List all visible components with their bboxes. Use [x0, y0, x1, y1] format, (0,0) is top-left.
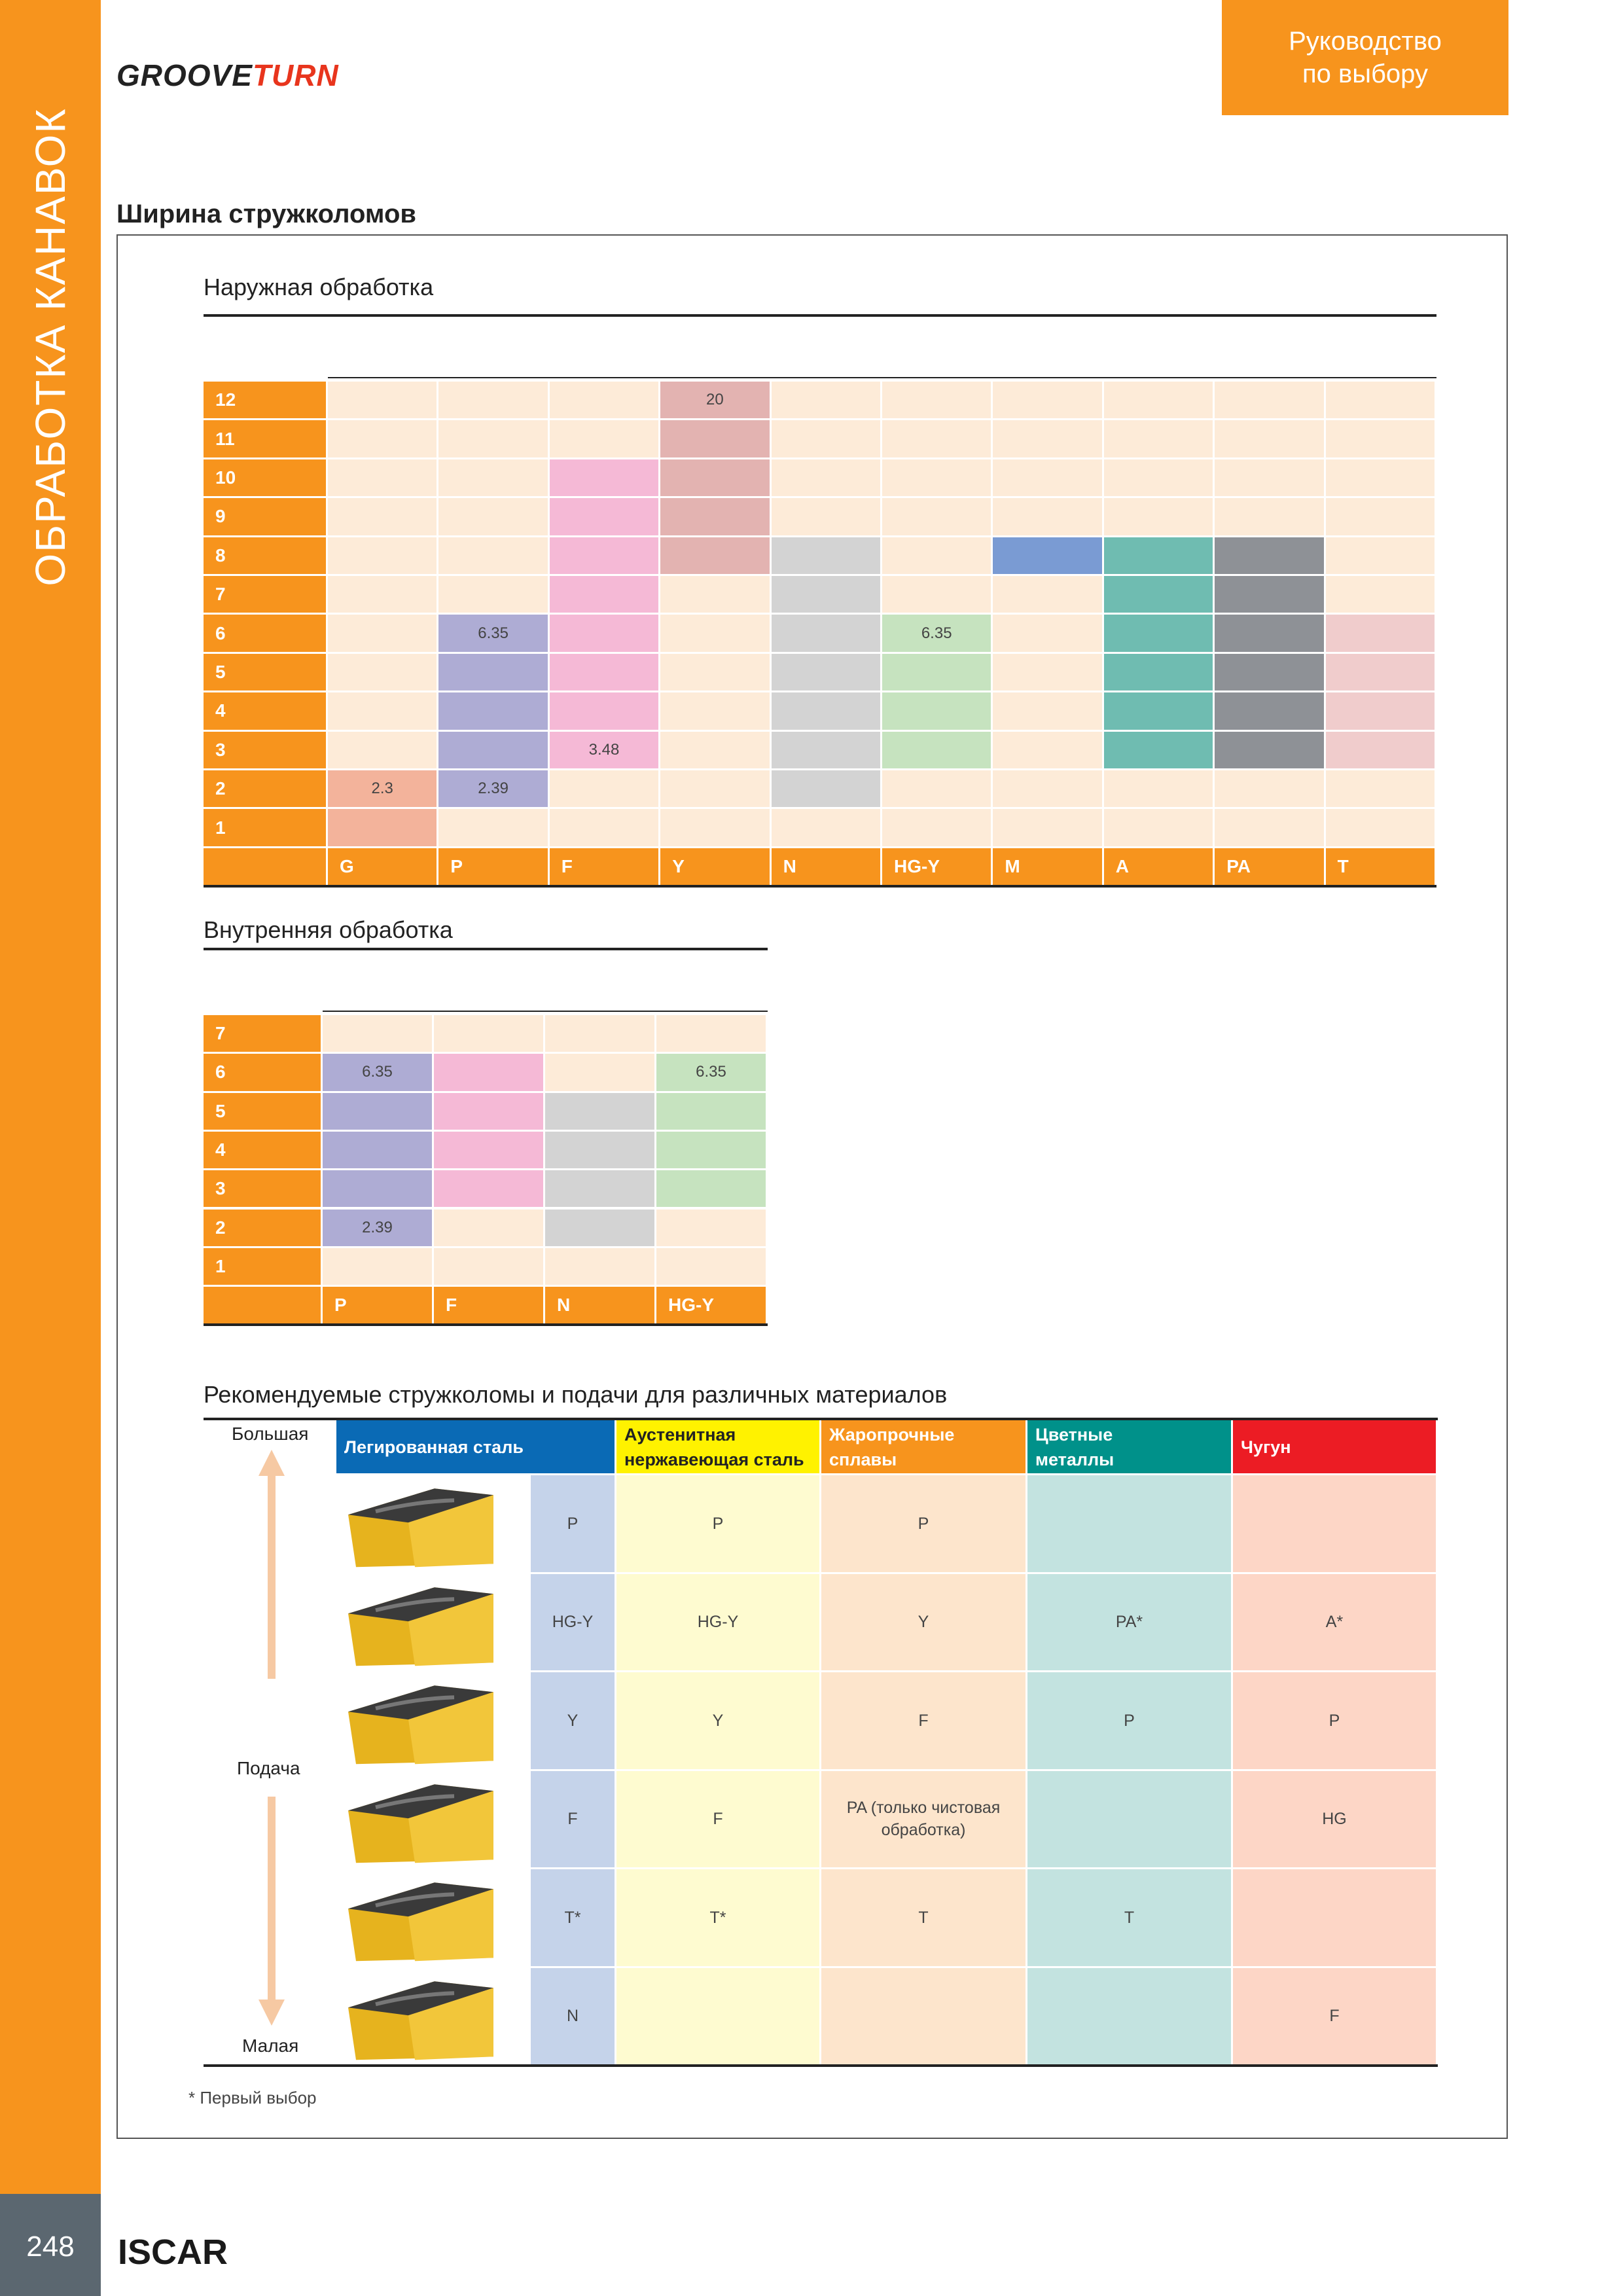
internal-cell: [545, 1015, 654, 1052]
external-cell: [550, 576, 658, 613]
internal-cell: [434, 1015, 543, 1052]
recommend-cell: [1027, 1968, 1231, 2065]
internal-row-label: 5: [204, 1093, 321, 1130]
external-cell: [772, 576, 880, 613]
external-cell: [882, 382, 991, 418]
selection-guide-box: [1222, 0, 1508, 115]
external-cell: [550, 615, 658, 651]
external-cell: [1104, 770, 1213, 807]
internal-cell: [656, 1170, 766, 1207]
external-cell: [1215, 382, 1323, 418]
chipbreaker-insert-picture: [336, 1968, 529, 2065]
external-cell: [1104, 654, 1213, 691]
external-cell: [993, 615, 1101, 651]
external-cell: [1215, 459, 1323, 496]
recommend-header: [1233, 1420, 1436, 1473]
recommend-header-line-1: Цветные: [1035, 1424, 1113, 1444]
recommend-cell: HG-Y: [616, 1574, 819, 1671]
external-column-label: P: [438, 848, 547, 885]
external-cell: [328, 576, 437, 613]
external-cell: [1326, 654, 1435, 691]
external-cell: [1326, 770, 1435, 807]
external-column-label: N: [772, 848, 880, 885]
external-cell: [328, 459, 437, 496]
guide-line-1: Руководство: [1289, 27, 1442, 56]
axis-bottom-label: Малая: [242, 2036, 299, 2056]
external-cell: [328, 382, 437, 418]
external-cell: [660, 498, 769, 535]
recommend-header-line-1: Легированная сталь: [344, 1437, 524, 1457]
external-cell: [438, 420, 547, 457]
footnote: * Первый выбор: [188, 2088, 317, 2108]
external-row-label: 10: [204, 459, 326, 496]
internal-row-label: 6: [204, 1054, 321, 1090]
recommend-header-text: [1241, 1435, 1291, 1460]
external-cell: [882, 498, 991, 535]
chipbreaker-insert-picture: [336, 1672, 529, 1769]
internal-table-title: Внутренняя обработка: [204, 916, 453, 943]
recommend-bottom-rule: [204, 2064, 1438, 2067]
internal-cell: [434, 1093, 543, 1130]
external-cell: [1215, 692, 1323, 729]
recommend-cell: [616, 1968, 819, 2065]
external-cell: [772, 692, 880, 729]
side-label: ОБРАБОТКА КАНАВОК: [27, 107, 74, 586]
recommend-header-line-1: Аустенитная: [624, 1424, 736, 1444]
external-cell: [1326, 576, 1435, 613]
chipbreaker-insert-picture: [336, 1574, 529, 1671]
recommend-header: [336, 1420, 615, 1473]
external-value-label: 6.35: [438, 615, 547, 651]
external-cell: [1215, 615, 1323, 651]
recommend-header-text: [829, 1422, 954, 1472]
internal-cell: [323, 1015, 432, 1052]
internal-cell: [656, 1210, 766, 1246]
recommend-cell: [1233, 1475, 1436, 1572]
external-cell: [1104, 459, 1213, 496]
recommend-cell: F: [616, 1771, 819, 1868]
external-header-rule: [328, 377, 1436, 378]
external-cell: [1326, 809, 1435, 846]
external-cell: [550, 498, 658, 535]
internal-cell: [323, 1132, 432, 1168]
external-row-label: 1: [204, 809, 326, 846]
recommend-cell: A*: [1233, 1574, 1436, 1671]
logo-part-turn: TURN: [252, 58, 339, 92]
external-cell: [1215, 537, 1323, 574]
external-cell: [772, 382, 880, 418]
external-cell: [328, 654, 437, 691]
internal-value-label: 2.39: [323, 1210, 432, 1246]
recommend-header: [1027, 1420, 1231, 1473]
external-cell: [993, 654, 1101, 691]
recommend-cell: Y: [616, 1672, 819, 1769]
external-cell: [882, 537, 991, 574]
guide-line-2: по выбору: [1302, 60, 1428, 88]
iscar-logo: ISCAR: [118, 2233, 228, 2272]
chipbreaker-insert-picture: [336, 1869, 529, 1966]
external-row-label: 7: [204, 576, 326, 613]
external-cell: [328, 615, 437, 651]
external-cell: [1326, 382, 1435, 418]
section-title: Ширина стружколомов: [116, 200, 416, 228]
internal-cell: [434, 1170, 543, 1207]
external-cell: [993, 382, 1101, 418]
recommend-cell: N: [531, 1968, 615, 2065]
external-cell: [882, 732, 991, 768]
external-cell: [438, 809, 547, 846]
external-cell: [772, 537, 880, 574]
internal-row-label: 4: [204, 1132, 321, 1168]
recommend-header: [616, 1420, 819, 1473]
recommend-cell: Y: [531, 1672, 615, 1769]
internal-column-label: P: [323, 1287, 432, 1323]
external-cell: [328, 537, 437, 574]
external-cell: [550, 420, 658, 457]
internal-top-rule: [204, 948, 768, 950]
external-bottom-rule: [204, 885, 1436, 888]
recommend-cell: P: [531, 1475, 615, 1572]
external-column-label: T: [1326, 848, 1435, 885]
external-row-label: 2: [204, 770, 326, 807]
external-cell: [1104, 420, 1213, 457]
external-column-label: Y: [660, 848, 769, 885]
external-cell: [993, 537, 1101, 574]
external-cell: [882, 459, 991, 496]
external-cell: [1104, 576, 1213, 613]
internal-cell: [656, 1093, 766, 1130]
internal-cell: [434, 1054, 543, 1090]
recommend-cell: Y: [821, 1574, 1026, 1671]
internal-cell: [545, 1170, 654, 1207]
recommend-header: [821, 1420, 1026, 1473]
external-cell: [772, 420, 880, 457]
external-cell: [1326, 732, 1435, 768]
external-cell: [1326, 537, 1435, 574]
external-cell: [1215, 809, 1323, 846]
internal-value-label: 6.35: [323, 1054, 432, 1090]
internal-corner-cell: [204, 1287, 321, 1323]
external-row-label: 11: [204, 420, 326, 457]
external-table-title: Наружная обработка: [204, 274, 434, 300]
external-cell: [772, 654, 880, 691]
recommend-header-line-1: Жаропрочные: [829, 1424, 955, 1444]
external-cell: [772, 770, 880, 807]
external-cell: [993, 420, 1101, 457]
external-cell: [438, 459, 547, 496]
external-cell: [660, 537, 769, 574]
external-cell: [772, 615, 880, 651]
internal-cell: [545, 1248, 654, 1285]
external-cell: [550, 809, 658, 846]
external-cell: [550, 692, 658, 729]
external-cell: [993, 770, 1101, 807]
external-top-rule: [204, 314, 1436, 317]
external-value-label: 2.3: [328, 770, 437, 807]
external-corner-cell: [204, 848, 326, 885]
external-cell: [438, 498, 547, 535]
recommend-header-text: [344, 1435, 524, 1460]
chipbreaker-insert-picture: [336, 1771, 529, 1868]
external-cell: [1104, 498, 1213, 535]
external-cell: [993, 459, 1101, 496]
recommend-cell: P: [1027, 1672, 1231, 1769]
external-cell: [1326, 692, 1435, 729]
internal-bottom-rule: [204, 1323, 768, 1326]
external-cell: [1215, 576, 1323, 613]
external-cell: [993, 732, 1101, 768]
external-cell: [993, 498, 1101, 535]
external-cell: [993, 692, 1101, 729]
external-cell: [438, 654, 547, 691]
recommend-cell: P: [1233, 1672, 1436, 1769]
external-value-label: 3.48: [550, 732, 658, 768]
internal-header-rule: [323, 1011, 768, 1012]
internal-row-label: 2: [204, 1210, 321, 1246]
internal-cell: [545, 1054, 654, 1090]
recommend-cell: F: [1233, 1968, 1436, 2065]
internal-cell: [656, 1132, 766, 1168]
external-cell: [1104, 537, 1213, 574]
external-column-label: A: [1104, 848, 1213, 885]
external-cell: [772, 809, 880, 846]
external-cell: [328, 809, 437, 846]
internal-cell: [434, 1248, 543, 1285]
external-cell: [882, 420, 991, 457]
page-number: 248: [26, 2231, 75, 2263]
external-cell: [1104, 615, 1213, 651]
feed-arrows-icon: [255, 1450, 288, 2029]
external-cell: [660, 420, 769, 457]
recommend-cell: T*: [616, 1869, 819, 1966]
recommend-cell: [1027, 1475, 1231, 1572]
external-column-label: M: [993, 848, 1101, 885]
internal-cell: [434, 1210, 543, 1246]
external-cell: [1104, 692, 1213, 729]
recommend-cell: T: [1027, 1869, 1231, 1966]
internal-cell: [323, 1170, 432, 1207]
external-cell: [1215, 654, 1323, 691]
recommend-table-title: Рекомендуемые стружколомы и подачи для различных материалов: [204, 1381, 948, 1408]
recommend-header-text: [624, 1422, 804, 1472]
external-row-label: 3: [204, 732, 326, 768]
axis-middle-label: Подача: [237, 1758, 300, 1778]
external-cell: [882, 770, 991, 807]
external-cell: [660, 732, 769, 768]
external-cell: [993, 576, 1101, 613]
external-cell: [1326, 498, 1435, 535]
external-column-label: HG-Y: [882, 848, 991, 885]
external-row-label: 4: [204, 692, 326, 729]
internal-cell: [323, 1093, 432, 1130]
recommend-cell: T*: [531, 1869, 615, 1966]
external-cell: [438, 537, 547, 574]
recommend-header-text: [1035, 1422, 1114, 1472]
external-value-label: 6.35: [882, 615, 991, 651]
external-value-label: 20: [660, 382, 769, 418]
external-cell: [1326, 459, 1435, 496]
recommend-cell: [1027, 1771, 1231, 1868]
external-cell: [660, 770, 769, 807]
external-column-label: G: [328, 848, 437, 885]
external-cell: [993, 809, 1101, 846]
external-cell: [550, 654, 658, 691]
recommend-header-line-2: металлы: [1035, 1449, 1115, 1469]
external-cell: [1104, 382, 1213, 418]
external-cell: [882, 576, 991, 613]
external-cell: [550, 770, 658, 807]
internal-cell: [545, 1132, 654, 1168]
recommend-header-line-1: Чугун: [1241, 1437, 1291, 1457]
grooveturn-logo: [116, 58, 339, 93]
internal-row-label: 7: [204, 1015, 321, 1052]
external-cell: [1326, 615, 1435, 651]
logo-part-groove: GROOVE: [116, 58, 253, 92]
external-row-label: 9: [204, 498, 326, 535]
recommend-cell: PA*: [1027, 1574, 1231, 1671]
external-cell: [660, 654, 769, 691]
recommend-cell: HG-Y: [531, 1574, 615, 1671]
external-cell: [660, 809, 769, 846]
external-cell: [328, 498, 437, 535]
external-cell: [1104, 732, 1213, 768]
recommend-cell: F: [821, 1672, 1026, 1769]
external-cell: [550, 537, 658, 574]
internal-value-label: 6.35: [656, 1054, 766, 1090]
external-cell: [328, 420, 437, 457]
external-cell: [772, 498, 880, 535]
external-cell: [438, 692, 547, 729]
recommend-cell: P: [821, 1475, 1026, 1572]
external-row-label: 5: [204, 654, 326, 691]
recommend-header-line-2: нержавеющая сталь: [624, 1449, 804, 1469]
external-cell: [438, 576, 547, 613]
external-cell: [1215, 498, 1323, 535]
external-cell: [660, 459, 769, 496]
external-cell: [882, 692, 991, 729]
external-cell: [1215, 732, 1323, 768]
recommend-cell: T: [821, 1869, 1026, 1966]
internal-cell: [434, 1132, 543, 1168]
external-cell: [550, 382, 658, 418]
external-cell: [882, 654, 991, 691]
internal-row-label: 3: [204, 1170, 321, 1207]
external-cell: [660, 692, 769, 729]
external-cell: [550, 459, 658, 496]
external-cell: [1326, 420, 1435, 457]
external-cell: [328, 692, 437, 729]
axis-top-label: Большая: [232, 1424, 309, 1444]
external-column-label: PA: [1215, 848, 1323, 885]
external-cell: [438, 382, 547, 418]
external-cell: [438, 732, 547, 768]
internal-cell: [656, 1248, 766, 1285]
internal-column-label: N: [545, 1287, 654, 1323]
external-value-label: 2.39: [438, 770, 547, 807]
external-cell: [1215, 770, 1323, 807]
external-cell: [660, 576, 769, 613]
recommend-cell: F: [531, 1771, 615, 1868]
recommend-header-line-2: сплавы: [829, 1449, 897, 1469]
external-cell: [772, 459, 880, 496]
internal-cell: [545, 1210, 654, 1246]
internal-cell: [656, 1015, 766, 1052]
recommend-cell: P: [616, 1475, 819, 1572]
external-column-label: F: [550, 848, 658, 885]
external-cell: [660, 615, 769, 651]
external-row-label: 8: [204, 537, 326, 574]
chipbreaker-insert-picture: [336, 1475, 529, 1572]
external-row-label: 6: [204, 615, 326, 651]
recommend-cell: [1233, 1869, 1436, 1966]
external-cell: [1104, 809, 1213, 846]
internal-column-label: F: [434, 1287, 543, 1323]
recommend-cell: [821, 1968, 1026, 2065]
internal-row-label: 1: [204, 1248, 321, 1285]
internal-column-label: HG-Y: [656, 1287, 766, 1323]
recommend-cell: HG: [1233, 1771, 1436, 1868]
recommend-cell: PA (только чистовая обработка): [821, 1771, 1026, 1868]
external-cell: [328, 732, 437, 768]
internal-cell: [545, 1093, 654, 1130]
external-cell: [1215, 420, 1323, 457]
internal-cell: [323, 1248, 432, 1285]
external-cell: [772, 732, 880, 768]
external-row-label: 12: [204, 382, 326, 418]
external-cell: [882, 809, 991, 846]
